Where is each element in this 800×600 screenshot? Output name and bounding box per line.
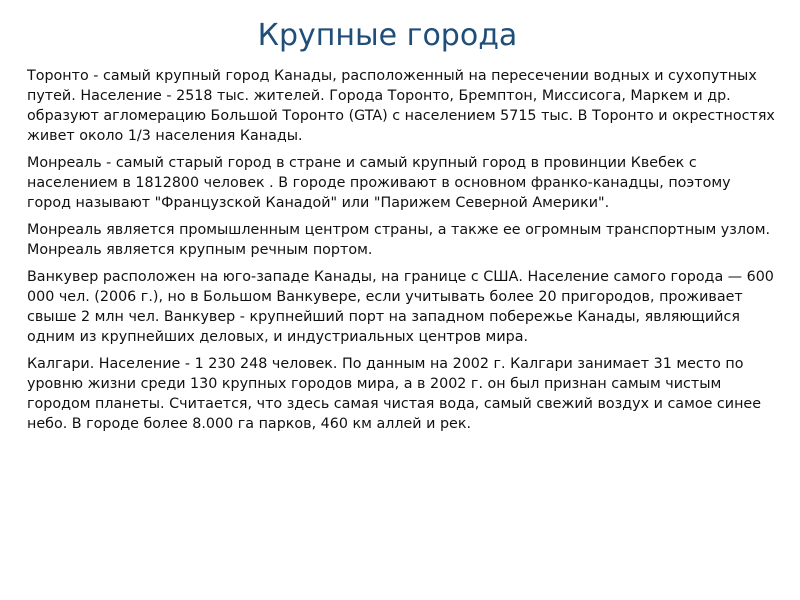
city-term: Торонто	[27, 68, 89, 84]
paragraph-text: . Население - 1 230 248 человек. По данным на 2002 г. Калгари занимает 31 место по уровню жизни среди 130 крупных городов мира, а в 2002 г. он был признан самым чистым городом планеты. Считается, что здесь самая чистая вода, самый свежий воздух и самое синее небо. В городе более 8.000 га парков, 460 км аллей и рек.	[27, 356, 762, 432]
paragraph-toronto	[27, 66, 779, 146]
slide-body	[27, 66, 779, 441]
paragraph-montreal	[27, 153, 779, 213]
slide-title: Крупные города	[257, 18, 518, 53]
paragraph-text: - самый старый город в стране и самый крупный город в провинции Квебек с населением в 1812800 человек . В городе проживают в основном франко-канадцы, поэтому город называют "Французской Канадой" или "Парижем Северной Америки".	[27, 155, 731, 211]
paragraph-text: Монреаль является промышленным центром страны, а также ее огромным транспортным узлом. Монреаль является крупным речным портом.	[27, 222, 771, 258]
city-term: Ванкувер	[27, 269, 99, 285]
city-term: Калгари	[27, 356, 90, 372]
paragraph-vancouver	[27, 267, 779, 347]
paragraph-text: - самый крупный город Канады, расположенный на пересечении водных и сухопутных путей. Население - 2518 тыс. жителей. Города Торонто, Бремптон, Миссисога, Маркем и др. образуют агломерацию Большой Торонто (GTA) с населением 5715 тыс. В Торонто и окрестностях живет около 1/3 населения Канады.	[27, 68, 775, 144]
city-term: Монреаль	[27, 155, 102, 171]
paragraph-text: расположен на юго-западе Канады, на границе с США. Население самого города — 600 000 чел. (2006 г.), но в Большом Ванкувере, если учитывать более 20 пригородов, проживает свыше 2 млн чел. Ванкувер - крупнейший порт на западном побережье Канады, являющийся одним из крупнейших деловых, и индустриальных центров мира.	[27, 269, 774, 345]
paragraph-montreal-industry	[27, 220, 779, 260]
paragraph-calgary	[27, 354, 779, 434]
